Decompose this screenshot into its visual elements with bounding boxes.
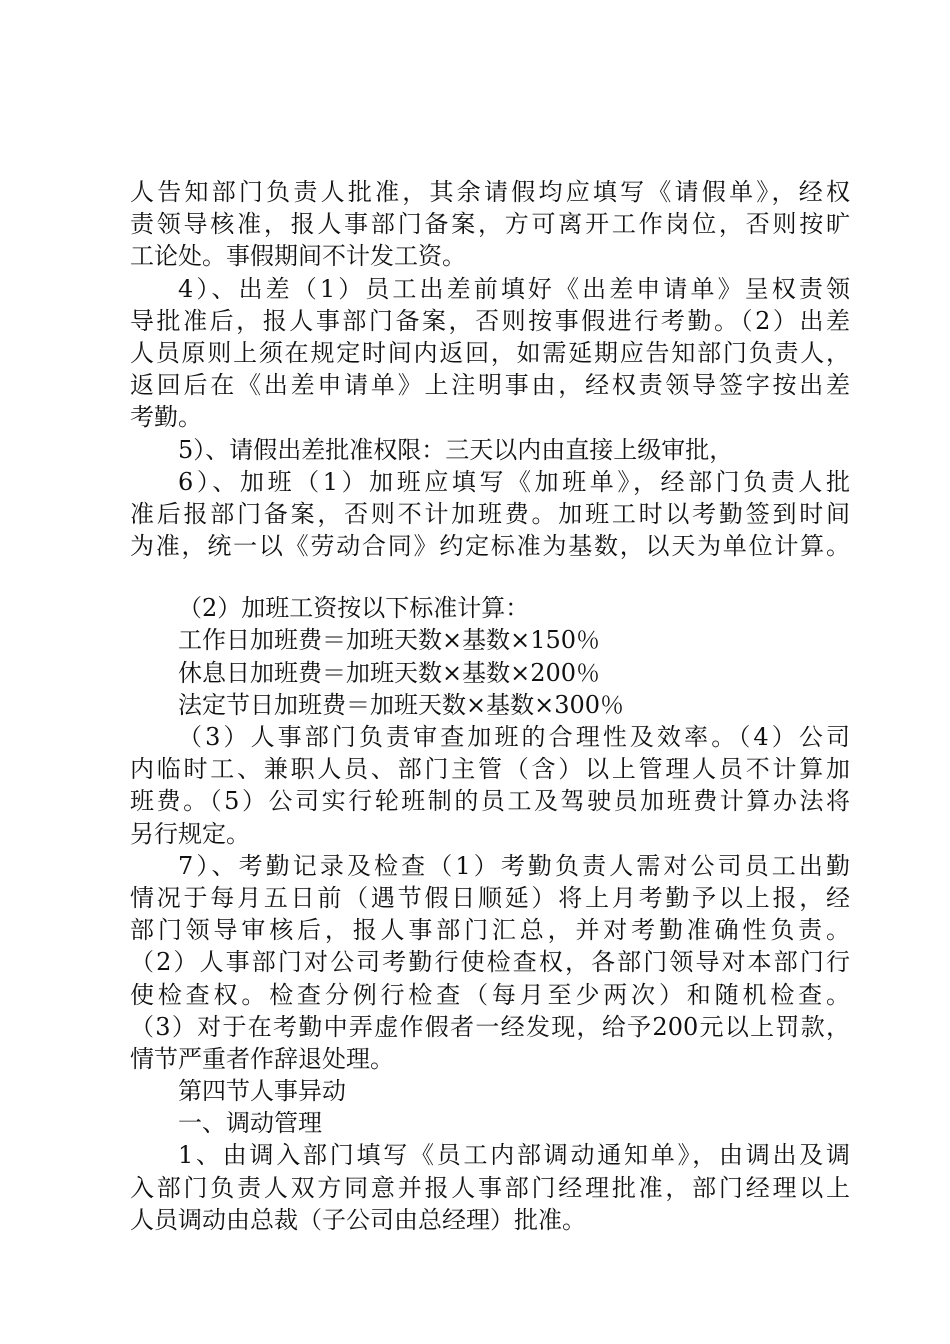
formula-line: 休息日加班费＝加班天数×基数×200％ [178,658,601,687]
text-line: 考勤。 [130,403,202,432]
text-line: 人告知部门负责人批准，其余请假均应填写《请假单》，经权 [130,178,850,206]
paragraph-first-line: （2）加班工资按以下标准计算： [178,594,530,623]
subsection-heading: 一、调动管理 [178,1109,322,1138]
text-line: 人员原则上须在规定时间内返回，如需延期应告知部门负责人， [130,338,850,367]
text-line: 准后报部门备案，否则不计加班费。加班工时以考勤签到时间 [130,499,850,528]
text-line: 班费。（5）公司实行轮班制的员工及驾驶员加班费计算办法将 [130,787,850,816]
formula-line: 法定节日加班费＝加班天数×基数×300％ [178,690,625,719]
text-line: 人员调动由总裁（子公司由总经理）批准。 [130,1205,586,1234]
paragraph-first-line: 1、由调入部门填写《员工内部调动通知单》，由调出及调 [178,1141,850,1170]
text-line: 另行规定。 [130,819,250,848]
paragraph-first-line: 6）、加班（1）加班应填写《加班单》，经部门负责人批 [178,467,850,496]
text-line: （3）对于在考勤中弄虚作假者一经发现，给予200元以上罚款， [130,1012,850,1041]
text-line: 部门领导审核后，报人事部门汇总，并对考勤准确性负责。 [130,916,850,945]
text-line: 返回后在《出差申请单》上注明事由，经权责领导签字按出差 [130,371,850,400]
text-line: 为准，统一以《劳动合同》约定标准为基数，以天为单位计算。 [130,532,850,561]
text-line: 工论处。事假期间不计发工资。 [130,242,466,271]
formula-line: 工作日加班费＝加班天数×基数×150％ [178,626,601,655]
text-line: 导批准后，报人事部门备案，否则按事假进行考勤。（2）出差 [130,306,850,335]
paragraph-first-line: 5）、请假出差批准权限：三天以内由直接上级审批， [178,435,734,464]
text-line: 使检查权。检查分例行检查（每月至少两次）和随机检查。 [130,980,850,1009]
text-line: 情况于每月五日前（遇节假日顺延）将上月考勤予以上报，经 [130,883,850,912]
text-line: （2）人事部门对公司考勤行使检查权，各部门领导对本部门行 [130,948,850,977]
paragraph-first-line: （3）人事部门负责审查加班的合理性及效率。（4）公司 [178,723,850,751]
text-line: 情节严重者作辞退处理。 [130,1044,394,1073]
paragraph-first-line: 4）、出差（1）员工出差前填好《出差申请单》呈权责领 [178,274,850,303]
text-line: 责领导核准，报人事部门备案，方可离开工作岗位，否则按旷 [130,210,850,239]
paragraph-gap [130,562,850,592]
section-heading: 第四节人事异动 [178,1077,346,1106]
document-page [130,176,850,1236]
paragraph-first-line: 7）、考勤记录及检查（1）考勤负责人需对公司员工出勤 [178,851,850,880]
text-line: 内临时工、兼职人员、部门主管（含）以上管理人员不计算加 [130,755,850,784]
text-line: 入部门负责人双方同意并报人事部门经理批准，部门经理以上 [130,1173,850,1202]
